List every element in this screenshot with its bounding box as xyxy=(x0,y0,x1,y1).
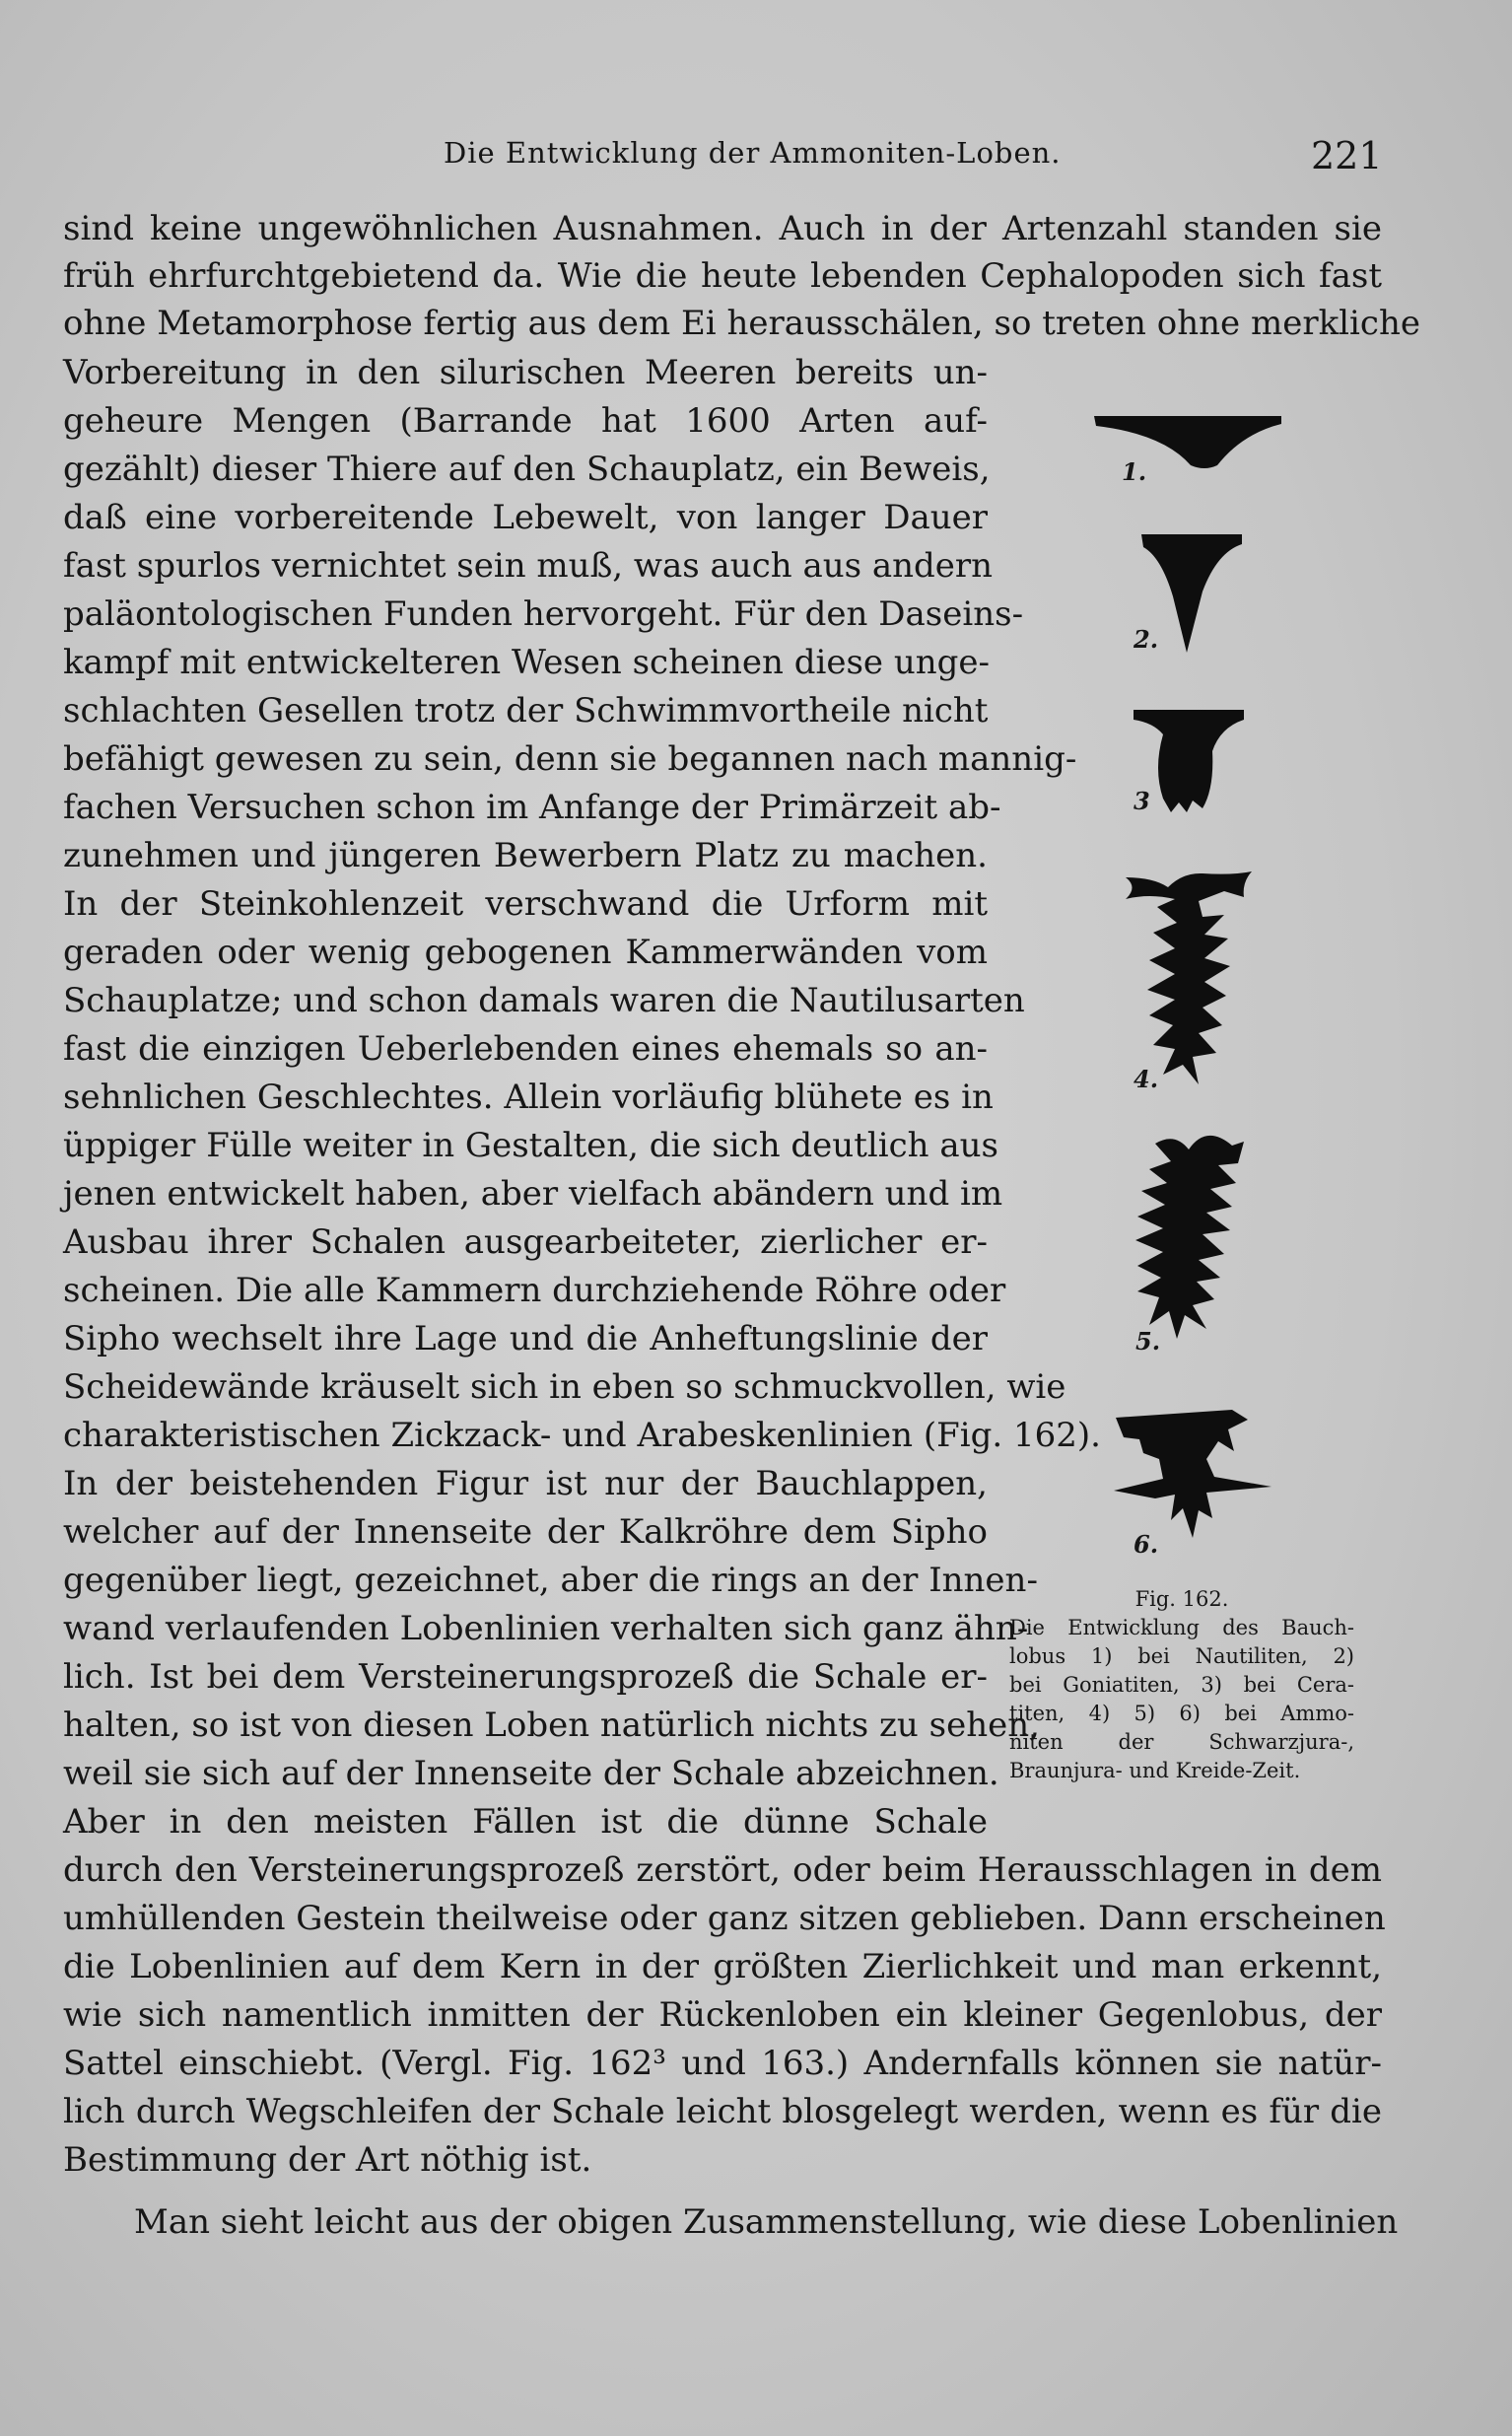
text-line: zunehmen und jüngeren Bewerbern Platz zu machen. xyxy=(63,836,988,875)
text-line: ohne Metamorphose fertig aus dem Ei herausschälen, so treten ohne merkliche xyxy=(63,304,1420,343)
text-line: Vorbereitung in den silurischen Meeren bereits un- xyxy=(63,353,988,392)
text-line: die Lobenlinien auf dem Kern in der größten Zierlichkeit und man erkennt, xyxy=(63,1947,1382,1986)
lobe-4-shape xyxy=(1126,871,1252,1084)
caption-line: Die Entwicklung des Bauch- xyxy=(1009,1616,1354,1639)
text-line: jenen entwickelt haben, aber vielfach abändern und im xyxy=(63,1174,1003,1214)
fig-label-5: 5. xyxy=(1135,1327,1161,1356)
text-line: daß eine vorbereitende Lebewelt, von langer Dauer xyxy=(63,498,988,537)
text-line: sind keine ungewöhnlichen Ausnahmen. Auch in der Artenzahl standen sie xyxy=(63,209,1382,248)
text-line: befähigt gewesen zu sein, denn sie begannen nach mannig- xyxy=(63,739,1077,779)
text-line: üppiger Fülle weiter in Gestalten, die sich deutlich aus xyxy=(63,1126,998,1165)
text-line: früh ehrfurchtgebietend da. Wie die heute lebenden Cephalopoden sich fast xyxy=(63,256,1382,296)
fig-label-6: 6. xyxy=(1134,1530,1159,1559)
fig-label-3: 3 xyxy=(1134,787,1150,815)
text-line: weil sie sich auf der Innenseite der Schale abzeichnen. xyxy=(63,1754,999,1793)
text-line: fast die einzigen Ueberlebenden eines ehemals so an- xyxy=(63,1029,988,1069)
text-line: wie sich namentlich inmitten der Rückenloben ein kleiner Gegenlobus, der xyxy=(63,1995,1382,2035)
text-line: durch den Versteinerungsprozeß zerstört, oder beim Herausschlagen in dem xyxy=(63,1850,1382,1890)
caption-line: niten der Schwarzjura-, xyxy=(1009,1730,1354,1754)
text-line: charakteristischen Zickzack- und Arabeskenlinien (Fig. 162). xyxy=(63,1416,1101,1455)
text-line: halten, so ist von diesen Loben natürlich nichts zu sehen, xyxy=(63,1705,1040,1745)
figure-caption xyxy=(1009,1585,1354,1785)
running-title: Die Entwicklung der Ammoniten-Loben. xyxy=(444,136,1062,170)
text-line: Sattel einschiebt. (Vergl. Fig. 162³ und 163.) Andernfalls können sie natür- xyxy=(63,2044,1382,2083)
text-line: sehnlichen Geschlechtes. Allein vorläufig blühete es in xyxy=(63,1078,994,1117)
text-line: geraden oder wenig gebogenen Kammerwänden vom xyxy=(63,933,988,972)
caption-line: lobus 1) bei Nautiliten, 2) xyxy=(1009,1644,1354,1668)
text-line: paläontologischen Funden hervorgeht. Für den Daseins- xyxy=(63,594,1024,634)
text-line: scheinen. Die alle Kammern durchziehende Röhre oder xyxy=(63,1271,1006,1310)
text-line: Schauplatze; und schon damals waren die Nautilusarten xyxy=(63,981,1025,1020)
text-line: Man sieht leicht aus der obigen Zusammenstellung, wie diese Lobenlinien xyxy=(134,2202,1399,2242)
fig-label-1: 1. xyxy=(1122,457,1147,486)
text-line: umhüllenden Gestein theilweise oder ganz sitzen geblieben. Dann erscheinen xyxy=(63,1899,1386,1938)
text-line: In der beistehenden Figur ist nur der Bauchlappen, xyxy=(63,1464,988,1503)
text-line: geheure Mengen (Barrande hat 1600 Arten auf- xyxy=(63,401,988,441)
text-line: fachen Versuchen schon im Anfange der Primärzeit ab- xyxy=(63,788,1001,827)
text-line: Bestimmung der Art nöthig ist. xyxy=(63,2140,592,2180)
text-line: kampf mit entwickelteren Wesen scheinen diese unge- xyxy=(63,643,990,682)
text-line: lich. Ist bei dem Versteinerungsprozeß die Schale er- xyxy=(63,1657,988,1697)
page-header xyxy=(0,136,1512,195)
text-line: wand verlaufenden Lobenlinien verhalten sich ganz ähn- xyxy=(63,1609,1029,1648)
caption-line: Braunjura- und Kreide-Zeit. xyxy=(1009,1759,1301,1782)
text-line: Ausbau ihrer Schalen ausgearbeiteter, zierlicher er- xyxy=(63,1222,988,1262)
text-line: welcher auf der Innenseite der Kalkröhre dem Sipho xyxy=(63,1512,988,1552)
caption-line: titen, 4) 5) 6) bei Ammo- xyxy=(1009,1702,1354,1725)
fig-label-4: 4. xyxy=(1134,1065,1159,1093)
text-line: Aber in den meisten Fällen ist die dünne Schale xyxy=(63,1802,988,1842)
fig-label-2: 2. xyxy=(1134,625,1159,654)
caption-line: bei Goniatiten, 3) bei Cera- xyxy=(1009,1673,1354,1697)
text-line: schlachten Gesellen trotz der Schwimmvortheile nicht xyxy=(63,691,989,731)
lobe-5-shape xyxy=(1135,1136,1244,1339)
lobe-illustration xyxy=(996,394,1370,1587)
text-line: fast spurlos vernichtet sein muß, was auch aus andern xyxy=(63,546,994,586)
text-line: Sipho wechselt ihre Lage und die Anheftungslinie der xyxy=(63,1319,988,1358)
text-line: gegenüber liegt, gezeichnet, aber die rings an der Innen- xyxy=(63,1561,1038,1600)
text-line: lich durch Wegschleifen der Schale leicht blosgelegt werden, wenn es für die xyxy=(63,2092,1382,2131)
lobe-3-shape xyxy=(1134,710,1244,812)
text-line: Scheidewände kräuselt sich in eben so schmuckvollen, wie xyxy=(63,1367,1066,1407)
text-line: In der Steinkohlenzeit verschwand die Urform mit xyxy=(63,884,988,924)
text-line: gezählt) dieser Thiere auf den Schauplatz, ein Beweis, xyxy=(63,450,991,489)
page-number: 221 xyxy=(1311,134,1383,177)
lobe-6-shape xyxy=(1114,1410,1271,1538)
caption-title: Fig. 162. xyxy=(1134,1587,1229,1611)
